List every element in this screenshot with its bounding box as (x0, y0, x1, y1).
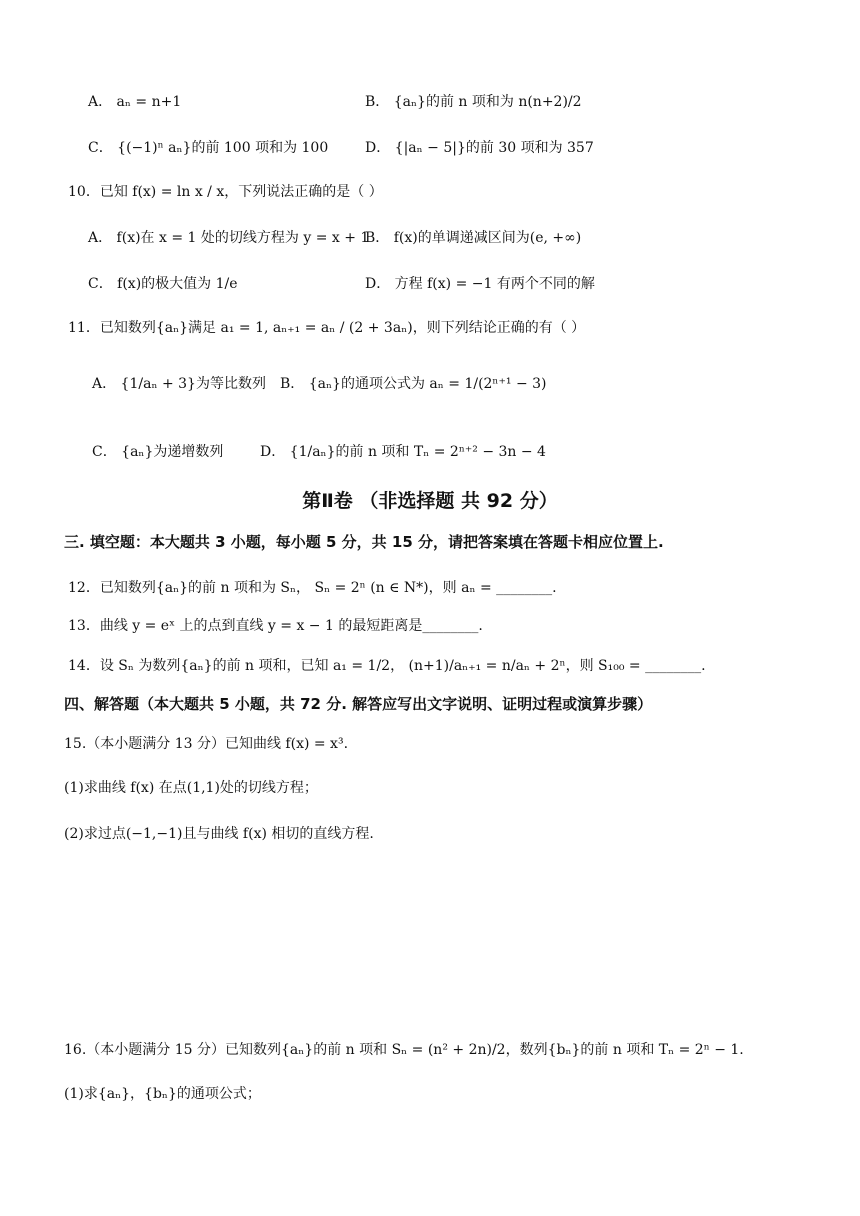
q15-stem: 15.（本小题满分 13 分）已知曲线 f(x) = x³. (64, 736, 349, 752)
q11-option-c: C． {aₙ}为递增数列 (92, 444, 224, 460)
section3-heading: 三. 填空题：本大题共 3 小题，每小题 5 分，共 15 分，请把答案填在答题卡相应位置上. (64, 533, 664, 551)
section4-heading: 四、解答题（本大题共 5 小题，共 72 分. 解答应写出文字说明、证明过程或演算步骤） (64, 695, 653, 713)
q15-part2: (2)求过点(−1,−1)且与曲线 f(x) 相切的直线方程. (64, 826, 374, 842)
q15-part1: (1)求曲线 f(x) 在点(1,1)处的切线方程； (64, 780, 318, 796)
part2-title: 第Ⅱ卷 （非选择题 共 92 分） (302, 490, 558, 512)
q11-stem: 11．已知数列{aₙ}满足 a₁ = 1, aₙ₊₁ = aₙ / (2 + 3aₙ)，则下列结论正确的有（ ） (68, 320, 586, 336)
q10-option-a: A． f(x)在 x = 1 处的切线方程为 y = x + 1 (88, 230, 370, 246)
q11-option-b: B． {aₙ}的通项公式为 aₙ = 1/(2ⁿ⁺¹ − 3) (280, 376, 547, 392)
q10-option-d: D． 方程 f(x) = −1 有两个不同的解 (365, 276, 595, 292)
q9-option-c: C． {(−1)ⁿ aₙ}的前 100 项和为 100 (88, 140, 329, 156)
q11-option-d: D． {1/aₙ}的前 n 项和 Tₙ = 2ⁿ⁺² − 3n − 4 (260, 444, 546, 460)
q11-option-a: A． {1/aₙ + 3}为等比数列 (92, 376, 266, 392)
q9-option-b: B． {aₙ}的前 n 项和为 n(n+2)/2 (365, 94, 582, 110)
q12: 12．已知数列{aₙ}的前 n 项和为 Sₙ， Sₙ = 2ⁿ (n ∈ N*)，则 aₙ = ________. (68, 580, 557, 596)
q10-option-b: B． f(x)的单调递减区间为(e, +∞) (365, 230, 582, 246)
q9-option-d: D． {|aₙ − 5|}的前 30 项和为 357 (365, 140, 594, 156)
q9-option-a: A． aₙ = n+1 (88, 94, 182, 110)
q16-stem: 16.（本小题满分 15 分）已知数列{aₙ}的前 n 项和 Sₙ = (n² + 2n)/2，数列{bₙ}的前 n 项和 Tₙ = 2ⁿ − 1. (64, 1042, 744, 1058)
q10-option-c: C． f(x)的极大值为 1/e (88, 276, 238, 292)
q10-stem: 10．已知 f(x) = ln x / x，下列说法正确的是（ ） (68, 184, 383, 200)
q14: 14．设 Sₙ 为数列{aₙ}的前 n 项和，已知 a₁ = 1/2， (n+1)/aₙ₊₁ = n/aₙ + 2ⁿ，则 S₁₀₀ = ________. (68, 658, 706, 674)
q16-part1: (1)求{aₙ}，{bₙ}的通项公式； (64, 1086, 261, 1102)
q13: 13．曲线 y = eˣ 上的点到直线 y = x − 1 的最短距离是________. (68, 618, 483, 634)
